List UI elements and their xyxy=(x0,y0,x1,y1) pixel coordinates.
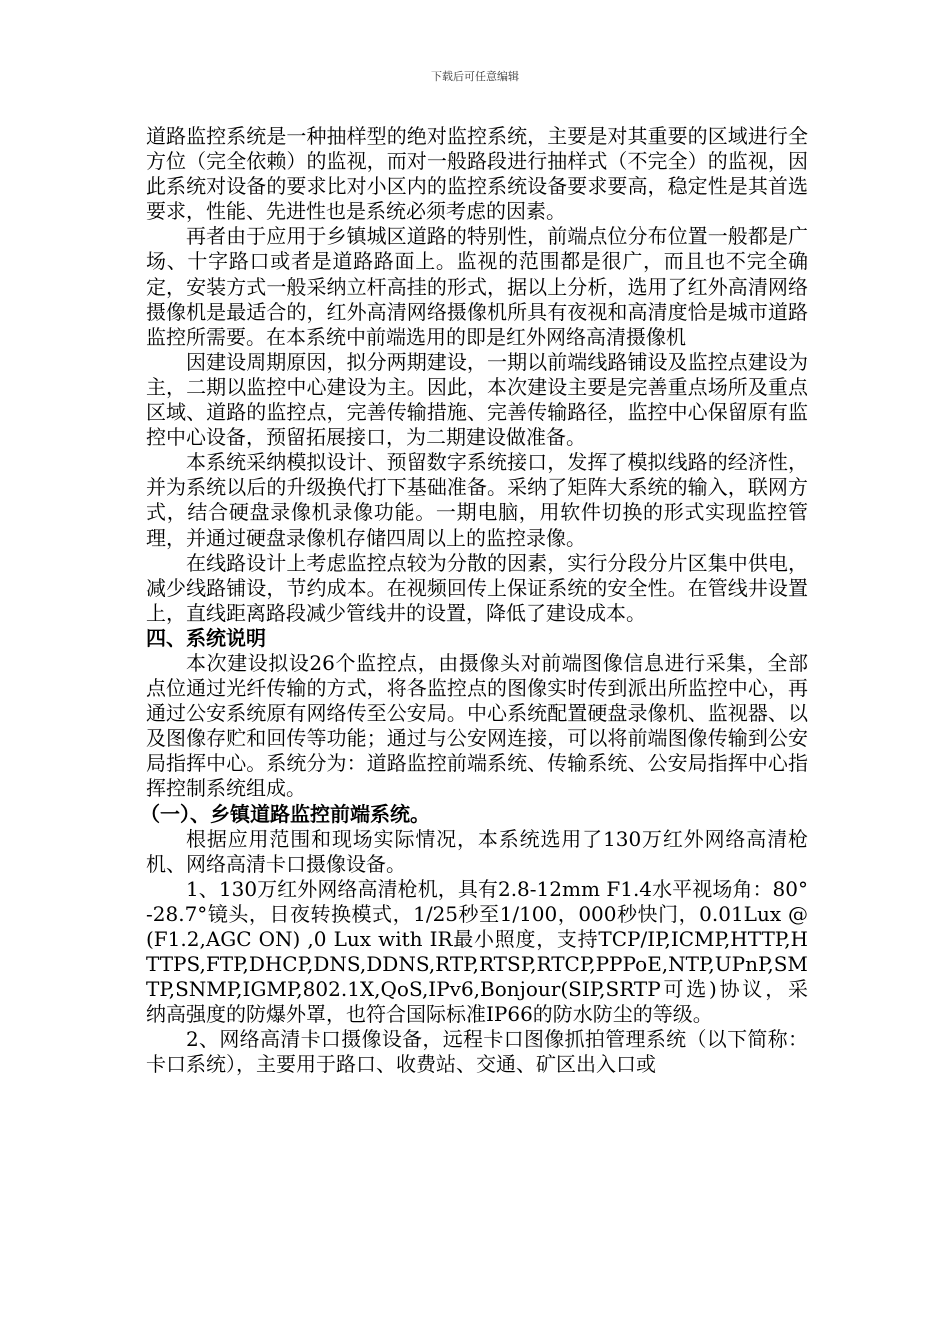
paragraph-checkpoint-camera: 2、网络高清卡口摄像设备，远程卡口图像抓拍管理系统（以下简称：卡口系统），主要用于路口、收费站、交通、矿区出入口或 xyxy=(146,1027,808,1077)
paragraph-line-design: 在线路设计上考虑监控点较为分散的因素，实行分段分片区集中供电，减少线路铺设，节约成本。在视频回传上保证系统的安全性。在管线井设置上，直线距离路段减少管线井的设置，降低了建设成本。 xyxy=(146,550,808,625)
paragraph-system-overview: 本次建设拟设26个监控点，由摄像头对前端图像信息进行采集，全部点位通过光纤传输的方式，将各监控点的图像实时传到派出所监控中心，再通过公安系统原有网络传至公安局。中心系统配置硬盘录像机、监视器、以及图像存贮和回传等功能；通过与公安网连接，可以将前端图像传输到公安局指挥中心。系统分为：道路监控前端系统、传输系统、公安局指挥中心指挥控制系统组成。 xyxy=(146,650,808,801)
paragraph-ir-camera-specs: 1、130万红外网络高清枪机，具有2.8-12mm F1.4水平视场角：80°-28.7°镜头，日夜转换模式，1/25秒至1/100，000秒快门，0.01Lux @(F1.2,AGC ON) ,0 Lux with IR最小照度，支持TCP/IP,ICMP,HTTP,HTTPS,FTP,DHCP,DNS,DDNS,RTP,RTSP,RTCP,PPPoE,NTP,UPnP,SMTP,SNMP,IGMP,802.1X,QoS,IPv6,Bonjour(SIP,SRTP可选)协议，采纳高强度的防爆外罩，也符合国际标准IP66的防水防尘的等级。 xyxy=(146,876,808,1027)
paragraph-construction-phases: 因建设周期原因，拟分两期建设，一期以前端线路铺设及监控点建设为主，二期以监控中心建设为主。因此，本次建设主要是完善重点场所及重点区域、道路的监控点，完善传输措施、完善传输路径，监控中心保留原有监控中心设备，预留拓展接口，为二期建设做准备。 xyxy=(146,349,808,450)
document-body xyxy=(140,124,808,1078)
paragraph-equipment-selection: 根据应用范围和现场实际情况，本系统选用了130万红外网络高清枪机、网络高清卡口摄像设备。 xyxy=(146,826,808,876)
paragraph-road-monitoring-intro: 道路监控系统是一种抽样型的绝对监控系统，主要是对其重要的区域进行全方位（完全依赖）的监视，而对一般路段进行抽样式（不完全）的监视，因此系统对设备的要求比对小区内的监控系统设备要求要高，稳定性是其首选要求，性能、先进性也是系统必须考虑的因素。 xyxy=(146,124,808,224)
paragraph-analog-design: 本系统采纳模拟设计、预留数字系统接口，发挥了模拟线路的经济性，并为系统以后的升级换代打下基础准备。采纳了矩阵大系统的输入，联网方式，结合硬盘录像机录像功能。一期电脑，用软件切换的形式实现监控管理，并通过硬盘录像机存储四周以上的监控录像。 xyxy=(146,450,808,550)
page-header: 下载后可任意编辑 xyxy=(431,70,519,83)
subsection-heading-front-end-system: （一）、乡镇道路监控前端系统。 xyxy=(140,801,430,826)
paragraph-front-end-points: 再者由于应用于乡镇城区道路的特别性，前端点位分布位置一般都是广场、十字路口或者是道路路面上。监视的范围都是很广，而且也不完全确定，安装方式一般采纳立杆高挂的形式，据以上分析，选用了红外高清网络摄像机是最适合的，红外高清网络摄像机所具有夜视和高清度恰是城市道路监控所需要。在本系统中前端选用的即是红外网络高清摄像机 xyxy=(146,224,808,349)
section-heading-system-description: 四、系统说明 xyxy=(146,625,266,650)
